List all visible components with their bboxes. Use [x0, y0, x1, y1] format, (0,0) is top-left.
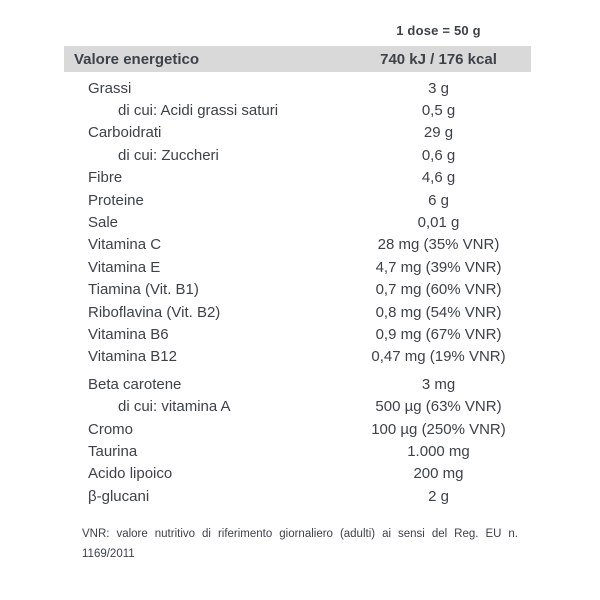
table-row: [64, 463, 531, 485]
nutrient-value: 0,7 mg (60% VNR): [375, 281, 502, 299]
nutrient-label: Acido lipoico: [88, 465, 173, 483]
nutrient-value: 0,47 mg (19% VNR): [371, 348, 506, 366]
energy-value: 740 kJ / 176 kcal: [380, 50, 497, 68]
table-row: [64, 301, 531, 323]
nutrient-label: β-glucani: [88, 487, 150, 505]
nutrient-value: 100 µg (250% VNR): [371, 420, 506, 438]
nutrient-label: di cui: Acidi grassi saturi: [118, 102, 279, 120]
nutrient-label: Fibre: [88, 169, 123, 187]
nutrient-rows: [64, 77, 531, 507]
table-row: [64, 144, 531, 166]
energy-header-row: [64, 46, 531, 72]
table-row: [64, 234, 531, 256]
dose-label: 1 dose = 50 g: [396, 23, 481, 38]
nutrition-facts-table: [64, 0, 531, 564]
table-row: [64, 211, 531, 233]
table-row: [64, 395, 531, 417]
nutrient-value: 4,6 g: [421, 169, 456, 187]
energy-label: Valore energetico: [74, 50, 200, 68]
table-row: [64, 99, 531, 121]
nutrient-label: Sale: [88, 214, 119, 232]
table-row: [64, 77, 531, 99]
nutrient-value: 0,01 g: [417, 214, 460, 232]
nutrient-value: 6 g: [428, 191, 449, 209]
vnr-footnote: VNR: valore nutritivo di riferimento giornaliero (adulti) ai sensi del Reg. EU n. 1169/2011: [82, 528, 518, 561]
nutrient-label: Tiamina (Vit. B1): [88, 281, 199, 299]
table-row: [64, 346, 531, 368]
nutrient-label: Carboidrati: [88, 124, 162, 142]
table-row: [64, 122, 531, 144]
nutrient-value: 0,8 mg (54% VNR): [375, 303, 502, 321]
table-row: [64, 279, 531, 301]
nutrient-label: Grassi: [88, 79, 132, 97]
nutrient-value: 0,5 g: [421, 102, 456, 120]
table-row: [64, 256, 531, 278]
nutrient-label: di cui: vitamina A: [118, 398, 231, 416]
nutrient-label: Vitamina C: [88, 236, 162, 254]
nutrient-value: 4,7 mg (39% VNR): [375, 258, 502, 276]
table-row: [64, 167, 531, 189]
nutrient-value: 29 g: [423, 124, 454, 142]
nutrient-label: Beta carotene: [88, 375, 182, 393]
dose-header-row: [64, 23, 531, 38]
nutrient-value: 0,9 mg (67% VNR): [375, 325, 502, 343]
nutrient-value: 2 g: [428, 487, 449, 505]
nutrient-label: Riboflavina (Vit. B2): [88, 303, 221, 321]
nutrient-value: 500 µg (63% VNR): [375, 398, 502, 416]
table-row: [64, 485, 531, 507]
nutrient-label: di cui: Zuccheri: [118, 146, 219, 164]
nutrient-value: 200 mg: [413, 465, 464, 483]
nutrient-value: 3 mg: [421, 375, 456, 393]
nutrient-value: 28 mg (35% VNR): [377, 236, 500, 254]
nutrient-label: Taurina: [88, 442, 138, 460]
table-row: [64, 440, 531, 462]
nutrient-label: Vitamina B6: [88, 325, 169, 343]
nutrient-label: Vitamina E: [88, 258, 161, 276]
nutrient-value: 0,6 g: [421, 146, 456, 164]
nutrient-value: 3 g: [428, 79, 449, 97]
table-row: [64, 323, 531, 345]
dose-spacer: [64, 23, 346, 38]
nutrient-label: Cromo: [88, 420, 134, 438]
nutrient-value: 1.000 mg: [407, 442, 470, 460]
nutrient-label: Proteine: [88, 191, 144, 209]
table-row: [64, 373, 531, 395]
nutrient-label: Vitamina B12: [88, 348, 177, 366]
table-row: [64, 418, 531, 440]
table-row: [64, 189, 531, 211]
